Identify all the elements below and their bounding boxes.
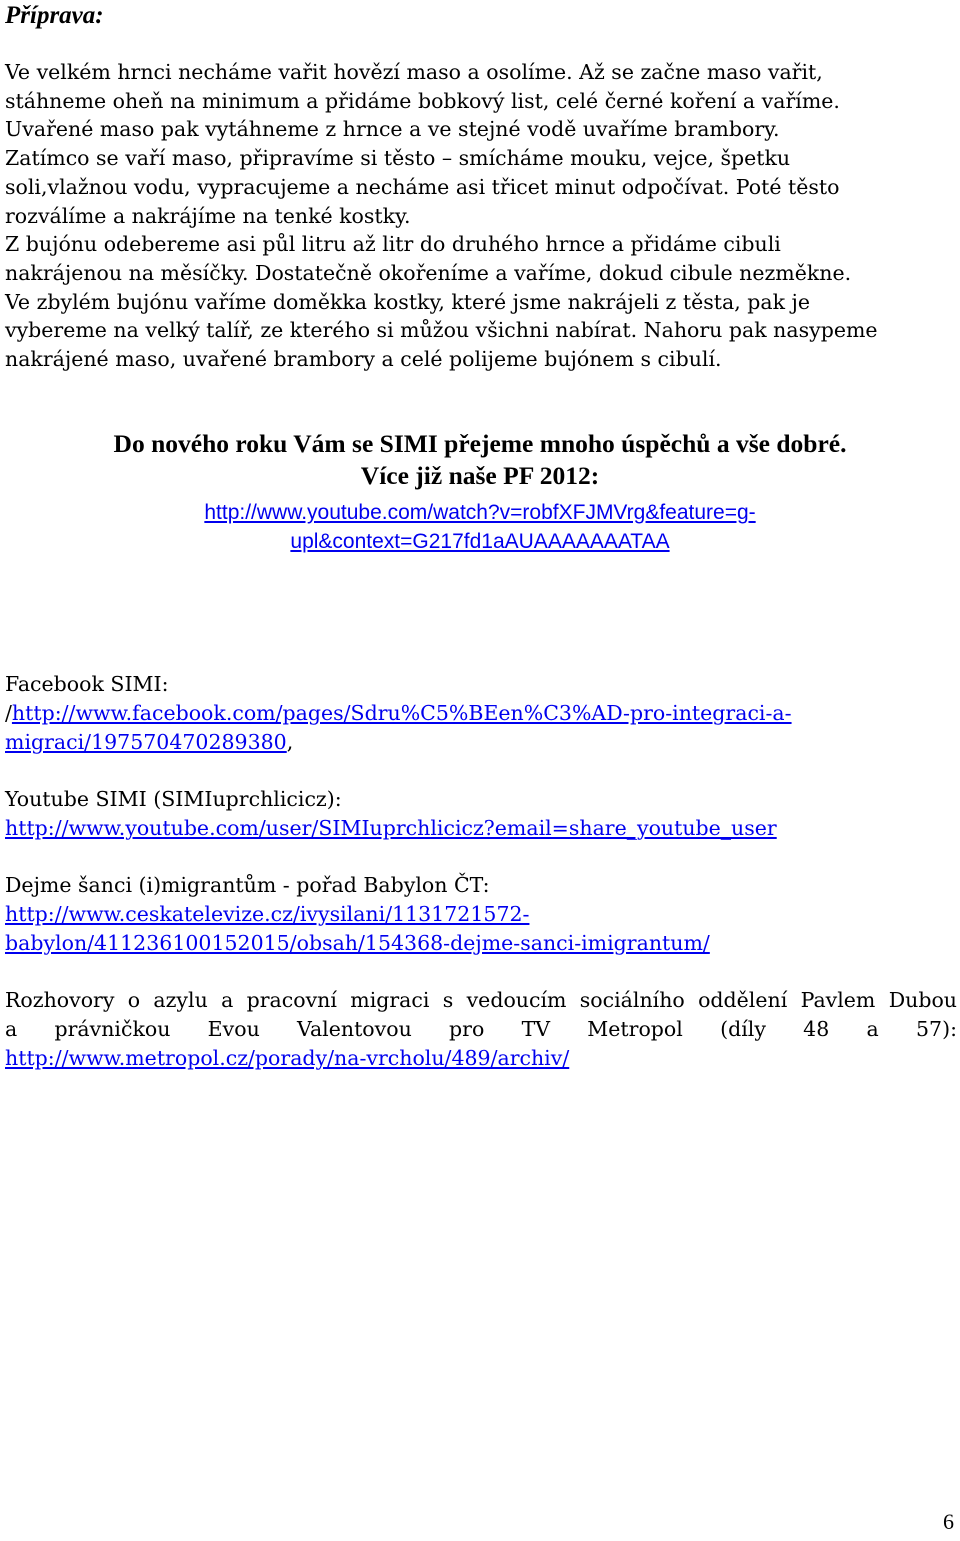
babylon-block bbox=[5, 871, 957, 958]
youtube-block bbox=[5, 785, 957, 843]
youtube-link[interactable]: http://www.youtube.com/user/SIMIuprchlicicz?email=share_youtube_user bbox=[5, 816, 777, 840]
facebook-prefix: / bbox=[5, 701, 12, 725]
facebook-url-line bbox=[5, 699, 957, 728]
metropol-text-line: a právničkou Evou Valentovou pro TV Metropol (díly 48 a 57): bbox=[5, 1017, 957, 1041]
facebook-block bbox=[5, 670, 957, 757]
recipe-line: nakrájené maso, uvařené brambory a celé polijeme bujónem s cibulí. bbox=[5, 347, 722, 372]
pf-link-line: upl&context=G217fd1aAUAAAAAAATAA bbox=[290, 530, 670, 553]
metropol-url-line bbox=[5, 1044, 957, 1073]
links-section bbox=[5, 670, 957, 1101]
metropol-text-line: Rozhovory o azylu a pracovní migraci s vedoucím sociálního oddělení Pavlem Dubou bbox=[5, 988, 957, 1012]
recipe-line: Ve velkém hrnci necháme vařit hovězí maso a osolíme. Až se začne maso vařit, bbox=[5, 60, 823, 84]
recipe-line: vybereme na velký talíř, ze kterého si můžou všichni nabírat. Nahoru pak nasypeme bbox=[5, 318, 878, 343]
recipe-paragraph bbox=[5, 58, 955, 374]
section-heading: Příprava: bbox=[5, 2, 104, 29]
babylon-label: Dejme šanci (i)migrantům - pořad Babylon ČT: bbox=[5, 873, 490, 897]
metropol-link[interactable]: http://www.metropol.cz/porady/na-vrcholu/489/archiv/ bbox=[5, 1046, 570, 1070]
recipe-line: Z bujónu odebereme asi půl litru až litr do druhého hrnce a přidáme cibuli bbox=[5, 232, 781, 257]
pf-intro-line: Více již naše PF 2012: bbox=[360, 461, 600, 490]
facebook-url-line bbox=[5, 728, 957, 757]
greeting-line: Do nového roku Vám se SIMI přejeme mnoho úspěchů a vše dobré. bbox=[113, 429, 847, 458]
recipe-line: stáhneme oheň na minimum a přidáme bobkový list, celé černé koření a vaříme. bbox=[5, 88, 840, 113]
page-number: 6 bbox=[943, 1509, 954, 1534]
metropol-block bbox=[5, 986, 957, 1073]
youtube-url-line bbox=[5, 814, 957, 843]
pf-2012-video-link[interactable] bbox=[0, 498, 960, 556]
recipe-line: Zatímco se vaří maso, připravíme si těsto – smícháme mouku, vejce, špetku bbox=[5, 146, 791, 171]
recipe-line: soli,vlažnou vodu, vypracujeme a necháme asi třicet minut odpočívat. Poté těsto bbox=[5, 174, 840, 199]
facebook-link-part1[interactable]: http://www.facebook.com/pages/Sdru%C5%BEen%C3%AD-pro-integraci-a- bbox=[11, 701, 792, 725]
recipe-line: rozválíme a nakrájíme na tenké kostky. bbox=[5, 203, 411, 228]
new-year-greeting bbox=[0, 428, 960, 492]
babylon-link-part2[interactable]: babylon/411236100152015/obsah/154368-dejme-sanci-imigrantum/ bbox=[5, 931, 710, 955]
babylon-link-part1[interactable]: http://www.ceskatelevize.cz/ivysilani/1131721572- bbox=[5, 902, 530, 926]
babylon-url-line bbox=[5, 900, 957, 929]
recipe-line: Ve zbylém bujónu vaříme doměkka kostky, které jsme nakrájeli z těsta, pak je bbox=[5, 289, 811, 314]
pf-link-line: http://www.youtube.com/watch?v=robfXFJMVrg&feature=g- bbox=[204, 501, 756, 524]
youtube-label: Youtube SIMI (SIMIuprchlicicz): bbox=[5, 787, 342, 811]
babylon-url-line bbox=[5, 929, 957, 958]
facebook-link-part2[interactable]: migraci/197570470289380 bbox=[5, 730, 287, 754]
facebook-suffix: , bbox=[286, 730, 294, 754]
recipe-line: nakrájenou na měsíčky. Dostatečně okořeníme a vaříme, dokud cibule nezměkne. bbox=[5, 260, 852, 285]
recipe-line: Uvařené maso pak vytáhneme z hrnce a ve stejné vodě uvaříme brambory. bbox=[5, 117, 780, 142]
facebook-label: Facebook SIMI: bbox=[5, 672, 169, 696]
